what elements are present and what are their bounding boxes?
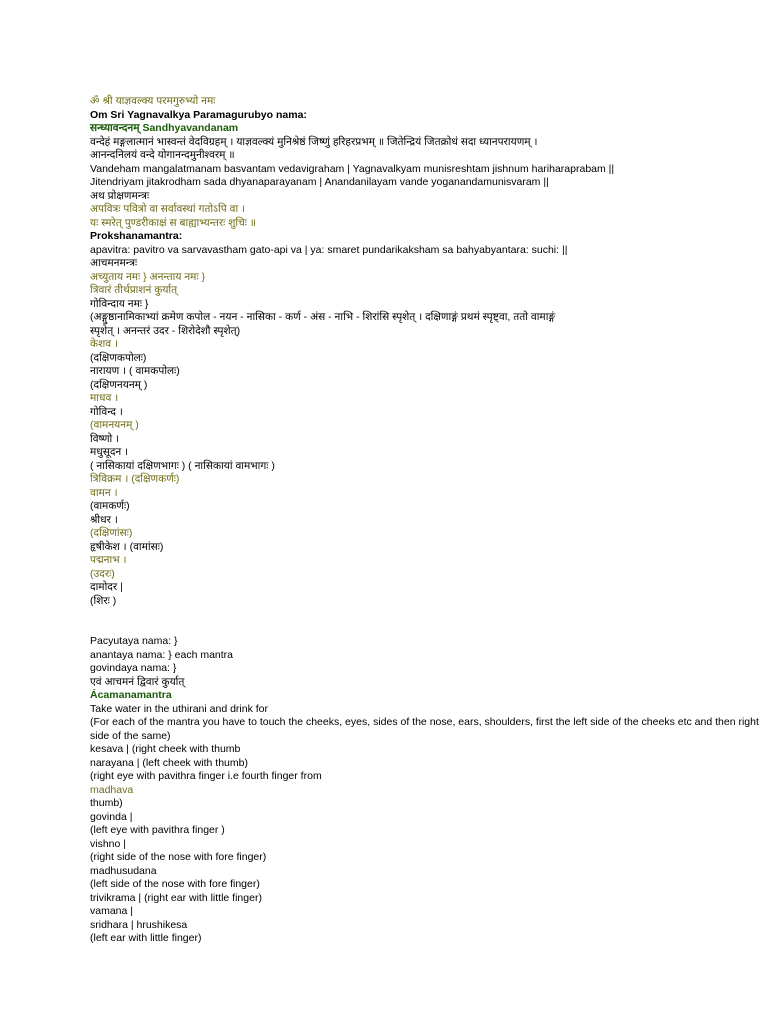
document-body bbox=[90, 95, 762, 946]
text-line: हृषीकेश । (वामांसः) bbox=[90, 540, 164, 553]
text-line: आचमनमन्त्रः bbox=[90, 257, 138, 269]
text-line: trivikrama | (right ear with little finger) bbox=[90, 891, 262, 904]
text-line: (उदरः) bbox=[90, 567, 115, 580]
text-line: विष्णो । bbox=[90, 432, 120, 445]
text-line: (दक्षिणनयनम् ) bbox=[90, 378, 148, 391]
text-line: (शिरः ) bbox=[90, 594, 117, 607]
text-line: govindaya nama: } bbox=[90, 662, 177, 674]
text-line: govinda | bbox=[90, 810, 133, 823]
text-line: गोविन्दाय नमः } bbox=[90, 297, 149, 310]
text-line: apavitra: pavitro va sarvavastham gato-api va | ya: smaret pundarikaksham sa bahyabyantara: suchi: || bbox=[90, 243, 568, 256]
text-line: madhusudana bbox=[90, 864, 157, 877]
text-line: पद्मनाभ । bbox=[90, 554, 127, 566]
text-line: Pacyutaya nama: } bbox=[90, 635, 178, 647]
text-line: (For each of the mantra you have to touch the cheeks, eyes, sides of the nose, ears, shoulders, first the left side of the cheeks etc and then right side of the same) bbox=[90, 716, 759, 742]
text-line: anantaya nama: } each mantra bbox=[90, 648, 234, 661]
text-line: Jitendriyam jitakrodham sada dhyanaparayanam | Anandanilayam vande yoganandamunisvaram || bbox=[90, 176, 549, 188]
section-heading: Ácamanamantra bbox=[90, 689, 172, 701]
text-line: मधुसूदन । bbox=[90, 446, 129, 458]
text-line: sridhara | hrushikesa bbox=[90, 918, 188, 931]
text-line: kesava | (right cheek with thumb bbox=[90, 743, 241, 755]
text-line: त्रिवारं तीर्थप्राशनं कुर्यात् bbox=[90, 284, 178, 296]
text-line: vishno | bbox=[90, 837, 126, 850]
text-line: वामन । bbox=[90, 486, 118, 499]
section-heading: Prokshanamantra: bbox=[90, 230, 183, 242]
text-line: (वामनयनम् ) bbox=[90, 419, 139, 431]
text-line: स्पृशेत् । अनन्तरं उदर - शिरोदेशौ स्पृशेत्) bbox=[90, 324, 241, 337]
text-line: (right eye with pavithra finger i.e fourth finger from bbox=[90, 770, 322, 782]
text-line: यः स्मरेत् पुण्डरीकाक्षं स बाह्याभ्यन्तरः शुचिः ॥ bbox=[90, 216, 257, 229]
text-line: (दक्षिणांसः) bbox=[90, 527, 133, 539]
text-line: आनन्दनिलयं वन्दे योगानन्दमुनीश्वरम् ॥ bbox=[90, 149, 235, 161]
text-line: vamana | bbox=[90, 905, 133, 917]
text-line: (वामकर्णः) bbox=[90, 500, 130, 512]
text-line: श्रीधर । bbox=[90, 513, 118, 526]
text-line: माधव । bbox=[90, 392, 119, 404]
text-line: एवं आचमनं द्विवारं कुर्यात् bbox=[90, 675, 185, 688]
text-line: त्रिविक्रम । (दक्षिणकर्णः) bbox=[90, 473, 180, 485]
text-line: अपवित्रः पवित्रो वा सर्वावस्थां गतोऽपि वा । bbox=[90, 203, 246, 215]
section-heading: सन्ध्यावन्दनम् Sandhyavandanam bbox=[90, 122, 239, 134]
text-line: दामोदर | bbox=[90, 581, 123, 593]
text-line: वन्देहं मङ्गलात्मानं भास्वन्तं वेदविग्रहम् । याज्ञवल्क्यं मुनिश्रेष्ठं जिष्णुं हरिहरप्रभम् ॥ जितेन्द्रियं जितक्रोधं सदा ध्यानपरायणम् । bbox=[90, 135, 538, 148]
text-line: (left ear with little finger) bbox=[90, 932, 202, 944]
text-line: ( नासिकायां दक्षिणभागः ) ( नासिकायां वामभागः ) bbox=[90, 459, 275, 472]
text-line: ॐ श्री याज्ञवल्क्य परमगुरुभ्यो नमः bbox=[90, 95, 216, 107]
text-line: (right side of the nose with fore finger) bbox=[90, 851, 267, 863]
text-line: thumb) bbox=[90, 797, 123, 809]
text-line: Vandeham mangalatmanam basvantam vedavigraham | Yagnavalkyam munisreshtam jishnum hariharaprabam || bbox=[90, 162, 615, 175]
text-line: madhava bbox=[90, 783, 134, 796]
text-line: (दक्षिणकपोलः) bbox=[90, 351, 147, 364]
text-line: (left eye with pavithra finger ) bbox=[90, 824, 225, 836]
text-line: Take water in the uthirani and drink for bbox=[90, 702, 269, 715]
text-line: अच्युताय नमः } अनन्ताय नमः } bbox=[90, 270, 205, 283]
text-line: अथ प्रोक्षणमन्त्रः bbox=[90, 189, 150, 202]
text-line: (अङ्गुष्ठानामिकाभ्यां क्रमेण कपोल - नयन - नासिका - कर्ण - अंस - नाभि - शिरांसि स्पृशेत् । दक्षिणाङ्गं प्रथमं स्पृष्ट्वा, ततो वामाङ्गं bbox=[90, 311, 556, 323]
blank-gap bbox=[90, 608, 762, 635]
text-line: केशव । bbox=[90, 338, 118, 350]
section-heading: Om Sri Yagnavalkya Paramagurubyo nama: bbox=[90, 108, 307, 121]
text-line: (left side of the nose with fore finger) bbox=[90, 878, 260, 890]
text-line: नारायण । ( वामकपोलः) bbox=[90, 365, 180, 377]
text-line: गोविन्द । bbox=[90, 405, 123, 418]
text-line: narayana | (left cheek with thumb) bbox=[90, 756, 248, 769]
